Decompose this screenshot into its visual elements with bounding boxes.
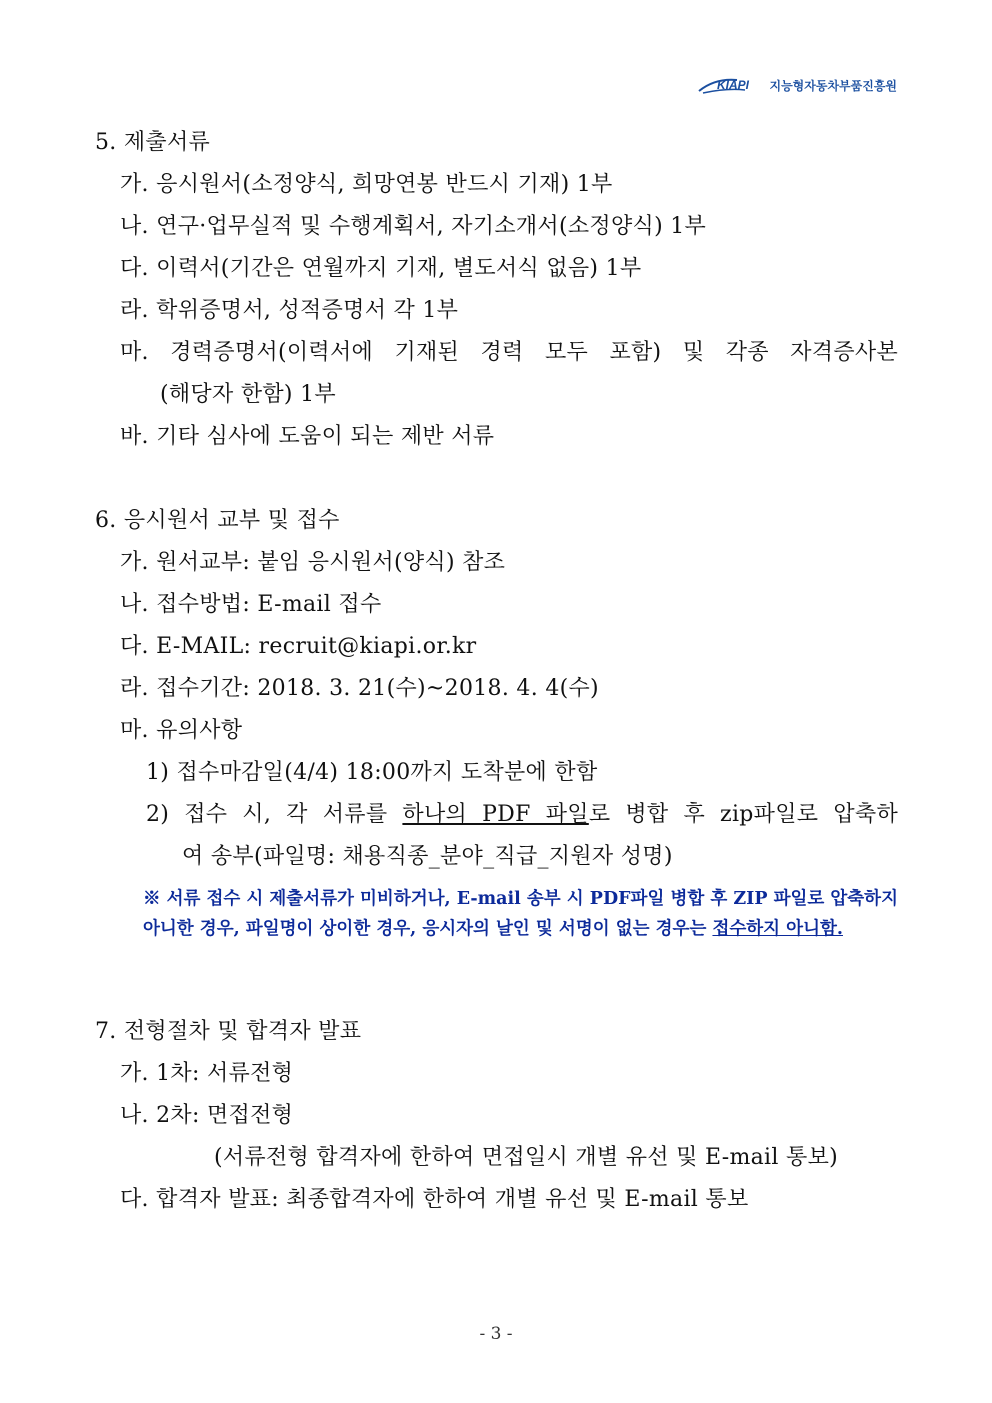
- note-2-underline: 하나의 PDF 파일: [402, 802, 589, 827]
- section-5-item-ma-cont: (해당자 한함) 1부: [160, 382, 336, 407]
- note-2-cont: 여 송부(파일명: 채용직종_분야_직급_지원자 성명): [182, 844, 673, 869]
- section-7-title: 7. 전형절차 및 합격자 발표: [95, 1019, 362, 1044]
- section-5-item-na: 나. 연구·업무실적 및 수행계획서, 자기소개서(소정양식) 1부: [120, 214, 707, 239]
- logo-text: KIAPI: [717, 78, 750, 92]
- section-5-item-ga: 가. 응시원서(소정양식, 희망연봉 반드시 기재) 1부: [120, 172, 613, 197]
- section-5-title: 5. 제출서류: [95, 130, 211, 155]
- section-6-item-ga: 가. 원서교부: 붙임 응시원서(양식) 참조: [120, 550, 506, 575]
- section-7-item-na: 나. 2차: 면접전형: [120, 1103, 294, 1128]
- page-number: - 3 -: [479, 1324, 513, 1344]
- section-6-item-na: 나. 접수방법: E-mail 접수: [120, 592, 382, 617]
- warning-notice: ※ 서류 접수 시 제출서류가 미비하거나, E-mail 송부 시 PDF파일 병합 후 ZIP 파일로 압축하지 아니한 경우, 파일명이 상이한 경우, 응시자의 날인 및 서명이 없는 경우는 접수하지 아니함.: [143, 889, 898, 939]
- section-5-item-ba: 바. 기타 심사에 도움이 되는 제반 서류: [120, 424, 495, 449]
- notice-mark: ※: [143, 889, 161, 909]
- section-6-item-ra: 라. 접수기간: 2018. 3. 21(수)~2018. 4. 4(수): [120, 676, 599, 701]
- section-7-item-ga: 가. 1차: 서류전형: [120, 1061, 294, 1086]
- section-6-item-da: 다. E-MAIL: recruit@kiapi.or.kr: [120, 634, 477, 659]
- section-7-item-na-cont: (서류전형 합격자에 한하여 면접일시 개별 유선 및 E-mail 통보): [214, 1145, 839, 1170]
- note-2: 2) 접수 시, 각 서류를 하나의 PDF 파일로 병합 후 zip파일로 압축하: [146, 802, 898, 827]
- note-1: 1) 접수마감일(4/4) 18:00까지 도착분에 한함: [146, 760, 598, 785]
- kiapi-logo-icon: [697, 74, 763, 96]
- warning-underline: 접수하지 아니함.: [712, 919, 843, 939]
- org-name: 지능형자동차부품진흥원: [769, 78, 897, 93]
- header-logo: [697, 74, 897, 96]
- section-5-item-da: 다. 이력서(기간은 연월까지 기재, 별도서식 없음) 1부: [120, 256, 642, 281]
- section-7-item-da: 다. 합격자 발표: 최종합격자에 한하여 개별 유선 및 E-mail 통보: [120, 1187, 749, 1212]
- section-6-title: 6. 응시원서 교부 및 접수: [95, 508, 340, 533]
- section-5-item-ma: 마. 경력증명서(이력서에 기재된 경력 모두 포함) 및 각종 자격증사본: [120, 340, 898, 365]
- section-6-item-ma: 마. 유의사항: [120, 718, 243, 743]
- section-5-item-ra: 라. 학위증명서, 성적증명서 각 1부: [120, 298, 459, 323]
